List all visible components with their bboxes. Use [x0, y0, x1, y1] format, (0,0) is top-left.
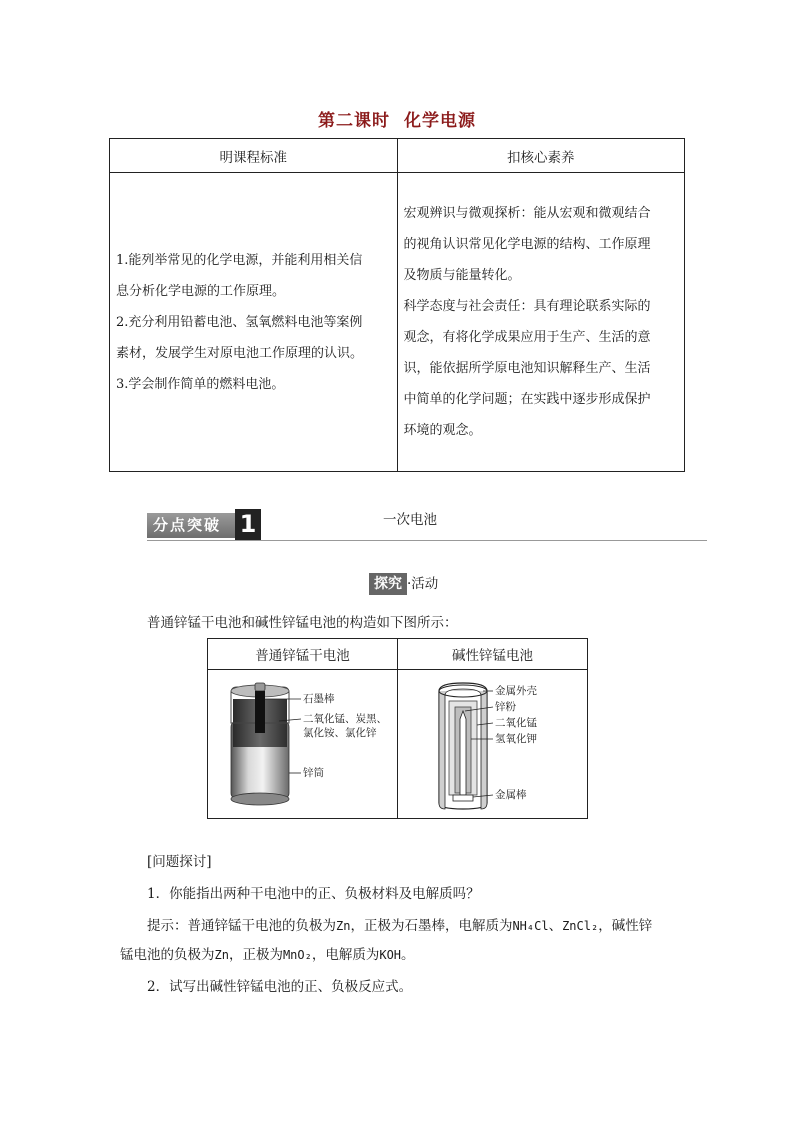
- question-2: 2．试写出碱性锌锰电池的正、负极反应式。: [147, 979, 413, 995]
- formula-koh: KOH: [379, 948, 402, 962]
- formula-zn: Zn: [336, 919, 351, 933]
- answer-text: ，碱性锌: [598, 918, 653, 934]
- answer-text: 锰电池的负极为: [120, 947, 215, 963]
- section-badge-label: 分点突破: [153, 516, 222, 534]
- section-header: [147, 511, 707, 541]
- answer-text: 。: [401, 947, 415, 963]
- label-zinc-powder: 锌粉: [495, 701, 516, 713]
- label-manganese-dioxide: 二氧化锰: [495, 717, 537, 729]
- standard-line: 素材，发展学生对原电池工作原理的认识。: [116, 345, 364, 361]
- literacy-line: 环境的观念。: [403, 423, 482, 438]
- formula-nh4cl: NH₄Cl: [512, 919, 549, 933]
- alkaline-cell-figure-cell: [398, 670, 588, 819]
- literacy-line: 识，能依据所学原电池知识解释生产、生活: [403, 361, 651, 376]
- question-1: 1．你能指出两种干电池中的正、负极材料及电解质吗？: [147, 886, 480, 902]
- standards-col2-header: 扣核心素养: [397, 139, 685, 173]
- answer-text: ，电解质为: [311, 947, 380, 963]
- literacy-line: 中简单的化学问题；在实践中逐步形成保护: [403, 392, 651, 407]
- alkaline-cell-diagram: [399, 671, 588, 817]
- questions-heading: [问题探讨]: [147, 854, 212, 870]
- title-part2: 化学电源: [404, 111, 476, 131]
- dry-cell-header: 普通锌锰干电池: [208, 639, 398, 670]
- title-part1: 第二课时: [318, 111, 390, 131]
- standards-col1-header: 明课程标准: [110, 139, 398, 173]
- label-metal-rod: 金属棒: [495, 789, 527, 801]
- section-badge: [147, 510, 257, 538]
- core-literacy-cell: [397, 173, 685, 472]
- label-zinc-can: 锌筒: [303, 767, 324, 779]
- answer-text: 、: [548, 918, 563, 934]
- standard-line: 息分析化学电源的工作原理。: [116, 283, 286, 299]
- dry-cell-figure-cell: [208, 670, 398, 819]
- course-standards-cell: [110, 173, 398, 472]
- label-graphite-rod: 石墨棒: [303, 693, 335, 705]
- answer-text: ，正极为: [228, 947, 283, 963]
- standard-line: 2.充分利用铅蓄电池、氢氧燃料电池等案例: [116, 314, 363, 330]
- explore-activity-heading: [369, 573, 438, 595]
- explore-tag: 探究: [369, 573, 407, 595]
- answer-text: ，正极为石墨棒，电解质为: [350, 918, 513, 934]
- standards-table: [109, 138, 685, 472]
- formula-mno2: MnO₂: [282, 948, 312, 962]
- battery-structure-table: [207, 638, 588, 819]
- label-metal-shell: 金属外壳: [495, 685, 537, 697]
- formula-zn: Zn: [214, 948, 229, 962]
- literacy-line: 的视角认识常见化学电源的结构、工作原理: [403, 237, 651, 252]
- section-title: 一次电池: [383, 512, 437, 528]
- page-title: [0, 106, 794, 131]
- answer-1-line2: [120, 946, 415, 964]
- section-divider: [147, 540, 707, 541]
- label-potassium-hydroxide: 氢氧化钾: [495, 733, 537, 745]
- literacy-line: 及物质与能量转化。: [403, 268, 521, 283]
- answer-text: 提示：普通锌锰干电池的负极为: [147, 918, 336, 934]
- intro-text: 普通锌锰干电池和碱性锌锰电池的构造如下图所示：: [147, 615, 458, 631]
- literacy-line: 宏观辨识与微观探析：能从宏观和微观结合: [403, 206, 651, 221]
- section-number: 1: [235, 509, 261, 540]
- standard-line: 3.学会制作简单的燃料电池。: [116, 376, 285, 392]
- explore-text: ·活动: [407, 576, 439, 592]
- formula-zncl2: ZnCl₂: [562, 919, 599, 933]
- literacy-line: 科学态度与社会责任：具有理论联系实际的: [403, 299, 651, 314]
- label-paste-line1: 二氧化锰、炭黑、: [303, 713, 387, 725]
- label-paste-line2: 氯化铵、氯化锌: [303, 727, 377, 739]
- answer-1-line1: [147, 917, 652, 935]
- standard-line: 1.能列举常见的化学电源，并能利用相关信: [116, 252, 363, 268]
- alkaline-cell-header: 碱性锌锰电池: [398, 639, 588, 670]
- literacy-line: 观念，有将化学成果应用于生产、生活的意: [403, 330, 651, 345]
